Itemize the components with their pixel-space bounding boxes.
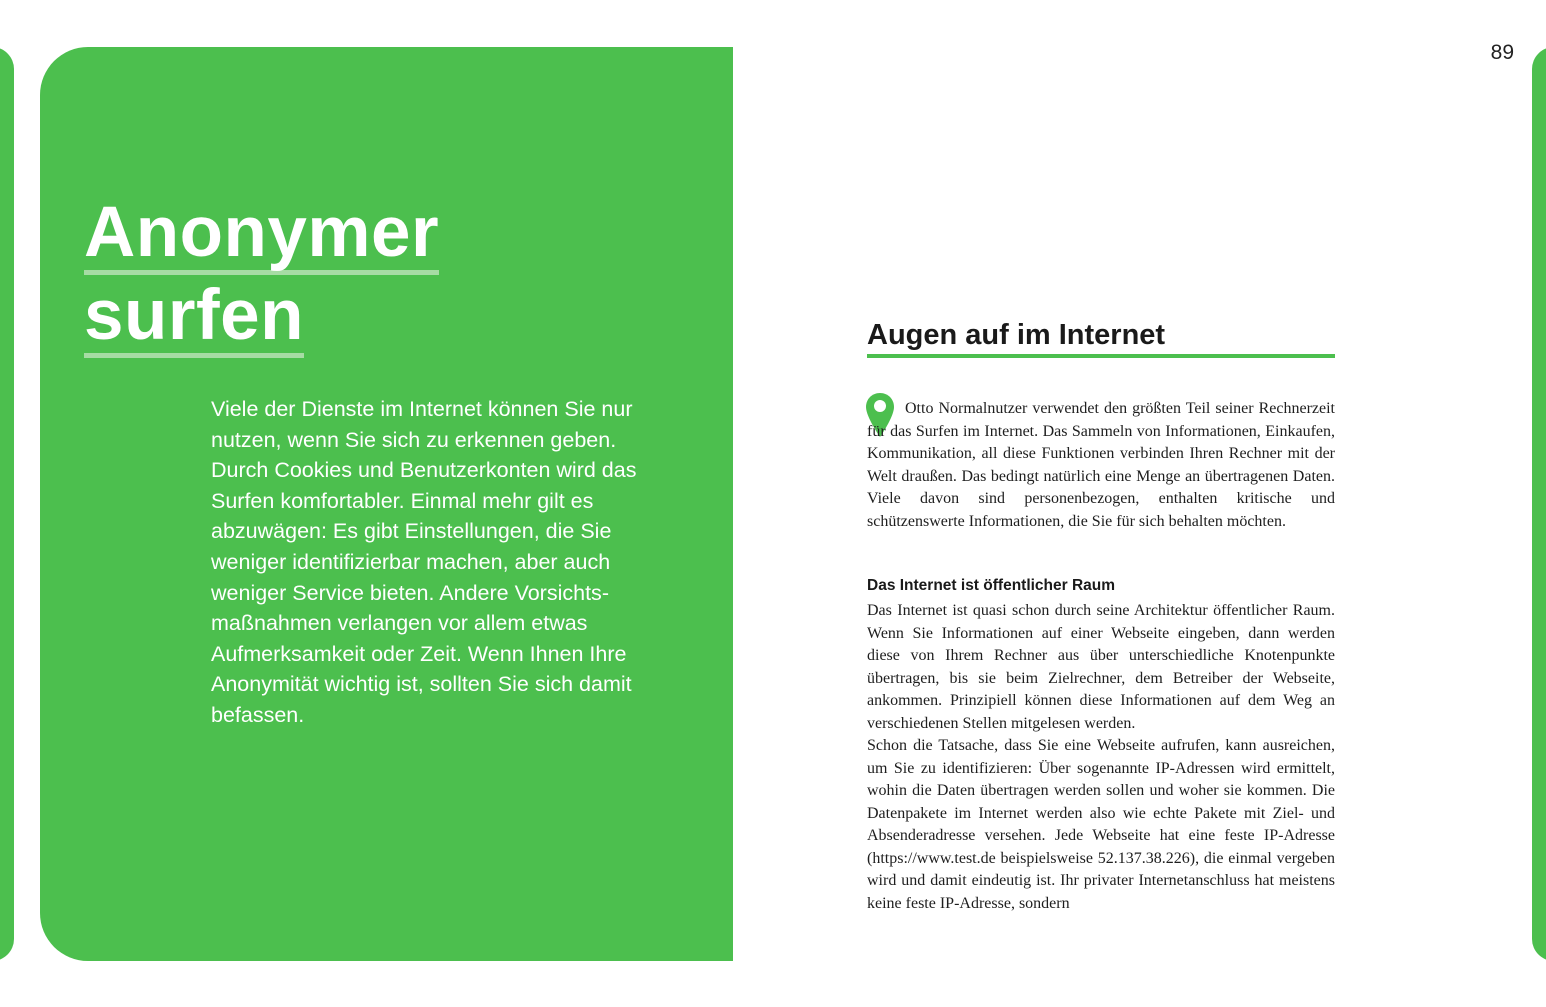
paragraph-public-space: Das Internet ist quasi schon durch seine Architektur öffentlicher Raum. Wenn Sie Informationen auf einer Webseite eingeben, dann werden diese von Ihrem Rechner aus über unterschiedliche Knotenpunkte übertragen, bis sie beim Zielrechner, dem Betreiber der Webseite, ankommen. Prinzipiell können diese Informationen auf dem Weg an verschiedenen Stellen mitgelesen werden. bbox=[867, 602, 1335, 732]
chapter-title-line2: surfen bbox=[84, 279, 304, 358]
right-edge-tab bbox=[1532, 47, 1546, 961]
page-number: 89 bbox=[1490, 41, 1514, 64]
section-heading: Augen auf im Internet bbox=[867, 316, 1335, 358]
left-edge-tab bbox=[0, 47, 14, 961]
chapter-title bbox=[84, 192, 439, 358]
subheading: Das Internet ist öffentlicher Raum bbox=[867, 577, 1116, 594]
chapter-title-line1: Anonymer bbox=[84, 196, 439, 275]
paragraph-ip-addresses: Schon die Tatsache, dass Sie eine Webseite aufrufen, kann ausreichen, um Sie zu identifizieren: Über sogenannte IP-Adressen wird ermittelt, wohin die Daten übertragen werden sollen und woher sie kommen. Die Datenpakete im Internet werden also wie echte Pakete mit Ziel- und Absenderadresse versehen. Jede Webseite hat eine feste IP-Adresse (https://www.test.de beispielsweise 52.137.38.226), die einmal vergeben wird und damit eindeutig ist. Ihr privater Internetanschluss hat meistens keine feste IP-Adresse, sondern bbox=[867, 737, 1335, 912]
chapter-intro: Viele der Dienste im Internet können Sie nur nutzen, wenn Sie sich zu erkennen geben. Durch Cookies und Benutzerkonten wird das Surfen komfortabler. Einmal mehr gilt es abzuwägen: Es gibt Einstellungen, die Sie weniger identifizierbar machen, aber auch weniger Service bieten. Andere Vorsichtsmaßnahmen verlangen vor allem etwas Aufmerksamkeit oder Zeit. Wenn Ihnen Ihre Anonymität wichtig ist, sollten Sie sich damit befassen. bbox=[211, 397, 637, 727]
paragraph-intro: Otto Normalnutzer verwendet den größten Teil seiner Rechnerzeit für das Surfen im Internet. Das Sammeln von Informationen, Einkaufen, Kommunikation, all diese Funktionen verbinden Ihren Rechner mit der Welt draußen. Das bedingt natürlich eine Menge an übertragenen Daten. Viele davon sind personenbezogen, enthalten kritische und schützenswerte Informationen, die Sie für sich behalten möchten. bbox=[867, 400, 1335, 530]
